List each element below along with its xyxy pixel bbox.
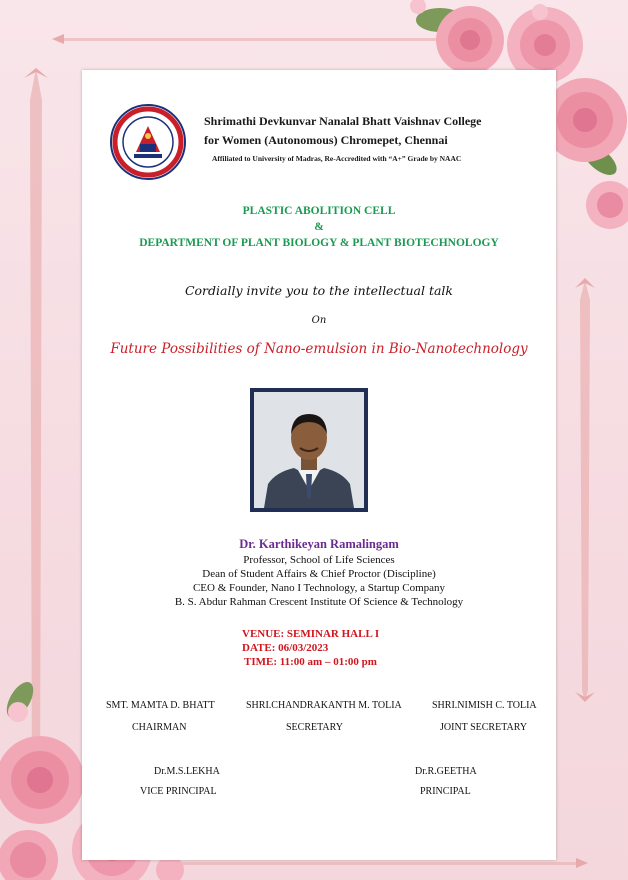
speaker-name: Dr. Karthikeyan Ramalingam [239,537,399,551]
signatory-name-principal: Dr.R.GEETHA [415,766,477,777]
signatory-role-chairman: CHAIRMAN [132,722,187,733]
speaker-photo-frame [250,388,368,512]
event-date: DATE: 06/03/2023 [242,642,329,654]
signatory-name-chairman: SMT. MAMTA D. BHATT [106,700,215,711]
signatory-role-principal: PRINCIPAL [420,786,471,797]
organizer-line-1: PLASTIC ABOLITION CELL [242,205,396,217]
event-venue: VENUE: SEMINAR HALL I [242,628,380,640]
signatory-name-secretary: SHRI.CHANDRAKANTH M. TOLIA [246,700,402,711]
signatory-name-vice-principal: Dr.M.S.LEKHA [154,766,220,777]
signatory-role-secretary: SECRETARY [286,722,343,733]
speaker-designation-4: B. S. Abdur Rahman Crescent Institute Of Science & Technology [174,596,464,608]
organizer-line-2: DEPARTMENT OF PLANT BIOLOGY & PLANT BIOTECHNOLOGY [139,237,499,249]
speaker-portrait-illustration [254,392,364,508]
college-name-line-2: for Women (Autonomous) Chromepet, Chennai [204,133,448,147]
signatory-role-vice-principal: VICE PRINCIPAL [140,786,217,797]
speaker-designation-1: Professor, School of Life Sciences [243,554,395,566]
invitation-card [82,70,556,860]
college-affiliation: Affiliated to University of Madras, Re-Accredited with “A+” Grade by NAAC [212,154,462,163]
college-name [204,112,554,150]
speaker-designation-2: Dean of Student Affairs & Chief Proctor (Discipline) [202,568,436,580]
signatory-name-joint-secretary: SHRI.NIMISH C. TOLIA [432,700,537,711]
college-logo [110,104,186,180]
signatory-role-joint-secretary: JOINT SECRETARY [440,722,528,733]
college-name-line-1: Shrimathi Devkunvar Nanalal Bhatt Vaishnav College [204,114,482,128]
invite-on: On [311,315,327,326]
invite-line: Cordially invite you to the intellectual talk [184,283,454,298]
event-time: TIME: 11:00 am – 01:00 pm [244,656,377,668]
speaker-photo [254,392,364,508]
talk-topic: Future Possibilities of Nano-emulsion in Bio-Nanotechnology [110,341,528,357]
speaker-designation-3: CEO & Founder, Nano I Technology, a Startup Company [192,582,446,594]
organizer-ampersand: & [314,221,324,233]
